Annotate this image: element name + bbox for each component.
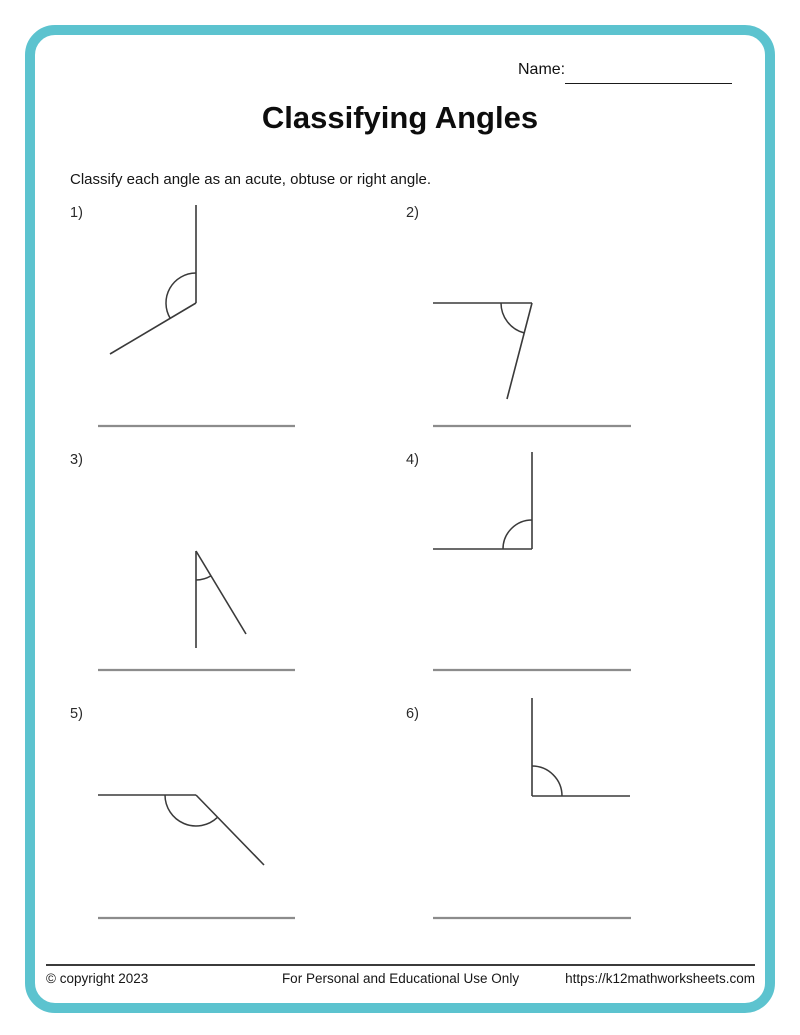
problem-number-5: 5) [70, 706, 83, 722]
page-title: Classifying Angles [261, 100, 539, 135]
problem-number-2: 2) [406, 205, 419, 221]
name-label: Name: [518, 61, 566, 78]
footer-usage: For Personal and Educational Use Only [281, 971, 520, 986]
problem-number-4: 4) [406, 452, 419, 468]
problem-number-6: 6) [406, 706, 419, 722]
instruction-text: Classify each angle as an acute, obtuse or right angle. [70, 171, 432, 188]
name-blank-line [565, 83, 732, 84]
problem-number-1: 1) [70, 205, 83, 221]
footer [46, 971, 755, 986]
footer-copyright: © copyright 2023 [46, 971, 149, 986]
footer-divider [46, 964, 755, 966]
footer-url: https://k12mathworksheets.com [565, 971, 756, 986]
problem-number-3: 3) [70, 452, 83, 468]
